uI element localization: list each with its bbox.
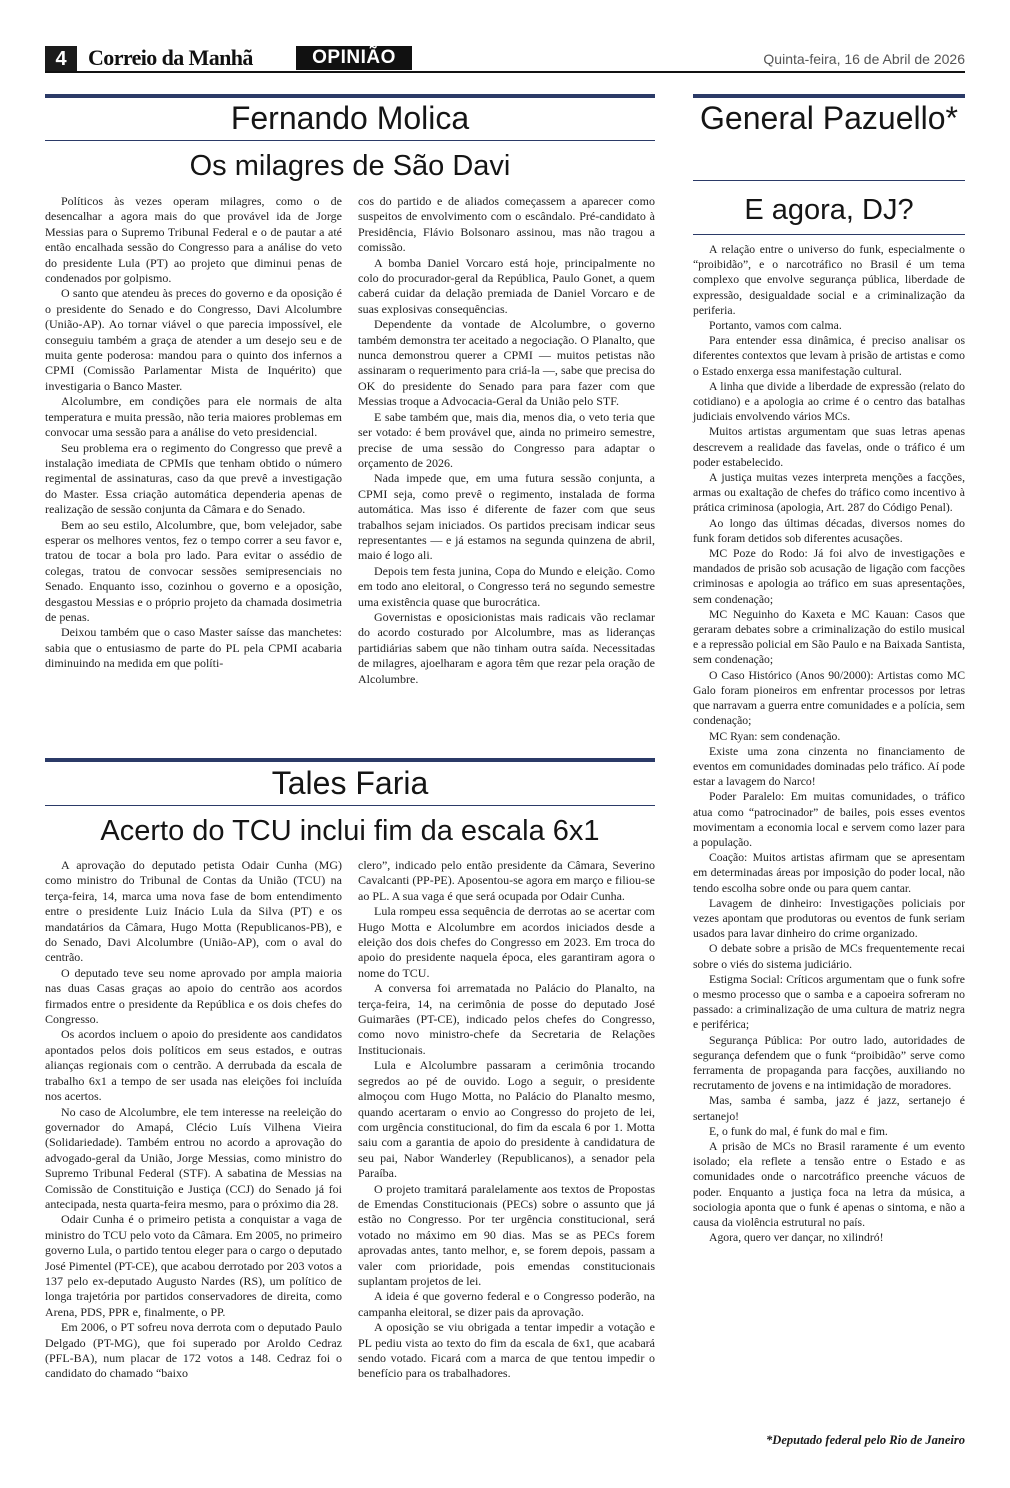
- article-paragraph: O deputado teve seu nome aprovado por ampla maioria nas duas Casas graças ao apoio do centrão aos acordos firmados entre o presidente da República e os dois chefes do Congresso.: [45, 965, 342, 1027]
- article-paragraph: Bem ao seu estilo, Alcolumbre, que, bom velejador, sabe esperar os melhores ventos, fez o tempo correr a seu favor e, tratou de tocar a bola pro lado. Para evitar o assédio de colegas, tratou de convocar sessões semipresenciais no Senado. Enquanto isso, cozinhou o governo e a oposição, desgastou Messias e o próprio projeto da chamada dosimetria de penas.: [45, 517, 342, 624]
- article-paragraph: Dependente da vontade de Alcolumbre, o governo também demonstra ter aceitado a negociação. O Planalto, que nunca demonstrou querer a CPMI — muitos petistas não assinaram o requerimento para criá-la —, sabe que precisa do OK do presidente do Senado para para fazer com que Messias troque a Advocacia-Geral da União pelo STF.: [358, 317, 655, 409]
- article-paragraph: Para entender essa dinâmica, é preciso analisar os diferentes contextos que levam à prisão de artistas e como o Estado enxerga essa manifestação cultural.: [693, 334, 965, 378]
- article-paragraph: Odair Cunha é o primeiro petista a conquistar a vaga de ministro do TCU pelo voto da Câmara. Em 2005, no primeiro governo Lula, o partido tentou eleger para o cargo o deputado José Pimentel (PT-CE), que acabou derrotado por 203 votos a 137 pelo ex-deputado Augusto Nardes (RS), um político de longa trajetória por partidos conservadores de direita, como Arena, PDS, PPR e, finalmente, o PP.: [45, 1212, 342, 1319]
- article-divider: [693, 180, 965, 181]
- article-paragraph: A conversa foi arrematada no Palácio do Planalto, na terça-feira, 14, na cerimônia de posse do deputado José Guimarães (PT-CE), indicado pelos chefes do Congresso, como novo ministro-chefe da Secretaria de Relações Institucionais.: [358, 981, 655, 1057]
- article-paragraph: A justiça muitas vezes interpreta menções a facções, armas ou exaltação de chefes do tráfico como incentivo à prática criminosa (apologia, Art. 287 do Código Penal).: [693, 471, 965, 515]
- article-headline: Os milagres de São Davi: [189, 150, 511, 182]
- article-paragraph: E, o funk do mal, é funk do mal e fim.: [709, 1124, 888, 1138]
- article-paragraph: Coação: Muitos artistas afirmam que se apresentam em determinadas áreas por imposição do poder local, não tendo escolha sobre onde ou para quem cantar.: [693, 851, 965, 895]
- article-paragraph: O Caso Histórico (Anos 90/2000): Artistas como MC Galo foram pioneiros em enfrentar processos por letras que narravam a guerra entre comunidades e a polícia, sem condenação;: [693, 668, 965, 728]
- article-headline: E agora, DJ?: [744, 194, 914, 226]
- article-paragraph: MC Neguinho do Kaxeta e MC Kauan: Casos que geraram debates sobre a criminalização do estilo musical e a repressão policial em São Paulo e na Baixada Santista, sem condenação;: [693, 607, 965, 667]
- article-paragraph: Nada impede que, em uma futura sessão conjunta, a CPMI seja, como prevê o regimento, instalada de forma automática. Mas isso é diferente de fazer com que seus trabalhos sejam iniciados. Os partidos precisam indicar seus representantes — e já estamos na segunda quinzena de abril, maio é logo ali.: [358, 471, 655, 563]
- columnist-name: Tales Faria: [271, 765, 429, 801]
- header-divider: [45, 71, 965, 73]
- article-column: [358, 858, 655, 1382]
- article-paragraph: O debate sobre a prisão de MCs frequentemente recai sobre o viés do sistema judiciário.: [693, 942, 965, 971]
- columnist-name: Fernando Molica: [230, 100, 470, 136]
- section-label: OPINIÃO: [296, 46, 412, 70]
- article-paragraph: MC Ryan: sem condenação.: [709, 729, 841, 743]
- article-paragraph: Portanto, vamos com calma.: [709, 319, 842, 333]
- article-paragraph: O projeto tramitará paralelamente aos textos de Propostas de Emendas Constitucionais (PECs) sobre o assunto que já estão no Congresso. Por ter urgência constitucional, será votado no máximo em 90 dias. Mas se as PECs forem aprovadas antes, tanto melhor, e, se forem depois, passam a valer com prioridade, pois emendas constitucionais suplantam projetos de lei.: [358, 1181, 655, 1288]
- article-paragraph: Muitos artistas argumentam que suas letras apenas descrevem a realidade das favelas, onde o tráfico é um poder estabelecido.: [693, 425, 965, 469]
- article-paragraph: Ao longo das últimas décadas, diversos nomes do funk foram detidos sob diferentes acusações.: [693, 516, 965, 545]
- article-paragraph: MC Poze do Rodo: Já foi alvo de investigações e mandados de prisão sob acusação de ligação com facções criminosas e apologia ao tráfico em suas apresentações, sem condenação;: [693, 547, 965, 606]
- edition-date: Quinta-feira, 16 de Abril de 2026: [763, 51, 965, 67]
- article-paragraph: Poder Paralelo: Em muitas comunidades, o tráfico atua como “patrocinador” de bailes, pois esses eventos movimentam a economia local e servem como lazer para a população.: [693, 790, 965, 849]
- article-headline: Acerto do TCU inclui fim da escala 6x1: [100, 815, 600, 847]
- article-column: [45, 194, 342, 672]
- article-paragraph: A aprovação do deputado petista Odair Cunha (MG) como ministro do Tribunal de Contas da União (TCU) na terça-feira, 14, marca uma nova fase de bom entendimento entre o presidente Luiz Inácio Lula da Silva (PT) e os mandatários da Câmara, Hugo Motta (Republicanos-PB), e do Senado, Davi Alcolumbre (União-AP), com o aval do centrão.: [45, 858, 342, 965]
- author-footnote: *Deputado federal pelo Rio de Janeiro: [766, 1433, 965, 1447]
- masthead-logo: Correio da Manhã: [88, 45, 253, 70]
- article-paragraph: Depois tem festa junina, Copa do Mundo e eleição. Como em todo ano eleitoral, o Congresso terá no segundo semestre uma existência quase que burocrática.: [358, 563, 655, 609]
- article-paragraph: Lula rompeu essa sequência de derrotas ao se acertar com Hugo Motta e Alcolumbre em acordos iniciados desde a eleição dos dois chefes do Congresso em 2023. Em troca do apoio do presidente naquela época, eles garantiram agora o nome do TCU.: [358, 904, 655, 980]
- article-paragraph: cos do partido e de aliados começassem a aparecer como suspeitos de envolvimento com o escândalo. Pré-candidato à Presidência, Flávio Bolsonaro assinou, mas não tragou a comissão.: [358, 194, 655, 255]
- article-paragraph: Seu problema era o regimento do Congresso que prevê a instalação imediata de CPMIs que tenham obtido o número regimental de assinaturas, caso da que prevê a investigação do Master. Essa criação automática dependeria apenas de realização de sessão conjunta da Câmara e do Senado.: [45, 440, 342, 517]
- article-paragraph: Alcolumbre, em condições para ele normais de alta temperatura e muita pressão, não teria maiores problemas em convocar uma sessão para a análise do veto presidencial.: [45, 394, 342, 440]
- article-paragraph: A linha que divide a liberdade de expressão (relato do cotidiano) e a apologia ao crime é o centro das batalhas judiciais envolvendo vários MCs.: [693, 379, 965, 424]
- article-paragraph: Deixou também que o caso Master saísse das manchetes: sabia que o entusiasmo de parte do PL pela CPMI acabaria diminuindo na medida em que políti-: [45, 625, 342, 671]
- article-paragraph: Agora, quero ver dançar, no xilindró!: [709, 1231, 884, 1245]
- article-paragraph: A prisão de MCs no Brasil raramente é um evento isolado; ela reflete a tensão entre o Estado e as comunidades onde o narcotráfico preenche vácuos de poder. Enquanto a justiça foca na letra da música, a sociologia aponta que o funk é apenas o sintoma, e não a causa da violência estrutural no país.: [693, 1139, 965, 1229]
- article-column: [45, 858, 342, 1382]
- article-paragraph: O santo que atendeu às preces do governo e da oposição é o presidente do Senado e do Congresso, Davi Alcolumbre (União-AP). Ao tornar viável o que parecia impossível, ele conseguiu também a graça de atender a um desejo seu e de muita gente poderosa: mandou para o quinto dos infernos a CPMI (Comissão Parlamentar Mista de Inquérito) que investigaria o Banco Master.: [45, 286, 342, 393]
- article-top-rule: [45, 758, 655, 762]
- article-paragraph: Segurança Pública: Por outro lado, autoridades de segurança defendem que o funk “proibidão” serve como ferramenta de propaganda para facções, auxiliando no recrutamento de jovens e na intimidação de moradores.: [693, 1033, 965, 1093]
- article-paragraph: Governistas e oposicionistas mais radicais vão reclamar do acordo costurado por Alcolumbre, mas as lideranças partidiárias sabem que não tinham outra saída. Necessitadas de milagres, ajoelharam e agora têm que rezar pela oração de Alcolumbre.: [358, 609, 655, 686]
- article-paragraph: Mas, samba é samba, jazz é jazz, sertanejo é sertanejo!: [693, 1094, 965, 1123]
- article-divider: [693, 234, 965, 235]
- article-column: [693, 242, 965, 1245]
- article-paragraph: A oposição se viu obrigada a tentar impedir a votação e PL pediu vista ao texto do fim da escala de 6x1, que acabará sendo votado. Ficará com a marca de que tentou impedir o benefício para os trabalhadores.: [358, 1320, 655, 1381]
- article-paragraph: Os acordos incluem o apoio do presidente aos candidatos apontados pelos dois políticos em seus estados, e outras alianças regionais com o centrão. A derrubada da escala de trabalho 6x1 a tempo de ser usada nas eleições foi incluída nos acertos.: [45, 1027, 342, 1104]
- article-paragraph: clero”, indicado pelo então presidente da Câmara, Severino Cavalcanti (PP-PE). Aposentou-se agora em março e filiou-se ao PL. A sua vaga é que será ocupada por Odair Cunha.: [358, 858, 655, 903]
- page-number: 4: [45, 46, 77, 72]
- article-paragraph: Em 2006, o PT sofreu nova derrota com o deputado Paulo Delgado (PT-MG), que foi superado por Aroldo Cedraz (PFL-BA), num placar de 172 votos a 148. Cedraz foi o candidato do chamado “baixo: [45, 1320, 342, 1381]
- article-paragraph: E sabe também que, mais dia, menos dia, o veto teria que ser votado: é bem provável que, ainda no primeiro semestre, precise de uma sessão do Congresso para adaptar o orçamento de 2026.: [358, 409, 655, 470]
- article-divider: [45, 805, 655, 806]
- article-paragraph: Existe uma zona cinzenta no financiamento de eventos em comunidades dominadas pelo tráfico. Aí pode estar a lavagem do Narco!: [693, 744, 965, 789]
- article-paragraph: No caso de Alcolumbre, ele tem interesse na reeleição do governador do Amapá, Clécio Luís Vilhena Vieira (Solidariedade). Também entrou no acordo a aprovação do advogado-geral da União, Jorge Messias, como ministro do Supremo Tribunal Federal (STF). A sabatina de Messias na Comissão de Constituição e Justiça (CCJ) do Senado já foi antecipada, nesta quarta-feira mesmo, para o próximo dia 28.: [45, 1104, 342, 1211]
- article-top-rule: [693, 94, 965, 98]
- article-paragraph: A relação entre o universo do funk, especialmente o “proibidão”, e o narcotráfico no Brasil é um tema complexo que envolve segurança pública, liberdade de expressão, desigualdade social e a criminalização da periferia.: [693, 243, 965, 317]
- article-paragraph: Políticos às vezes operam milagres, como o de desencalhar a agora mais do que provável ida de Jorge Messias para o Supremo Tribunal Federal e o de pautar a até então encalhada sessão do Congresso para a análise do veto do presidente Lula (PT) ao projeto que diminui penas de condenados por golpismo.: [45, 194, 342, 286]
- article-paragraph: Lula e Alcolumbre passaram a cerimônia trocando segredos ao pé de ouvido. Logo a seguir, o presidente almoçou com Hugo Motta, no Palácio do Planalto mesmo, quando acertaram o envio ao Congresso do projeto de lei, com urgência constitucional, do fim da escala 6 por 1. Motta saiu com a garantia de apoio do presidente à candidatura de seu pai, Nabor Wanderley (Republicanos), a senador pela Paraíba.: [358, 1058, 655, 1181]
- article-paragraph: A bomba Daniel Vorcaro está hoje, principalmente no colo do procurador-geral da República, Paulo Gonet, a quem caberá cuidar da delação premiada de Daniel Vorcaro e de suas explosivas consequências.: [358, 255, 655, 316]
- article-paragraph: Estigma Social: Críticos argumentam que o funk sofre o mesmo processo que o samba e a capoeira sofreram no passado: a criminalização de uma cultura de matriz negra e periférica;: [693, 972, 965, 1032]
- article-paragraph: A ideia é que governo federal e o Congresso poderão, na campanha eleitoral, se dizer pais da aprovação.: [358, 1289, 655, 1319]
- article-paragraph: Lavagem de dinheiro: Investigações policiais por vezes apontam que produtoras ou eventos de funk seriam usados para lavar dinheiro do crime organizado.: [693, 896, 965, 941]
- article-column: [358, 194, 655, 687]
- columnist-name: General Pazuello*: [700, 100, 958, 136]
- article-divider: [45, 140, 655, 141]
